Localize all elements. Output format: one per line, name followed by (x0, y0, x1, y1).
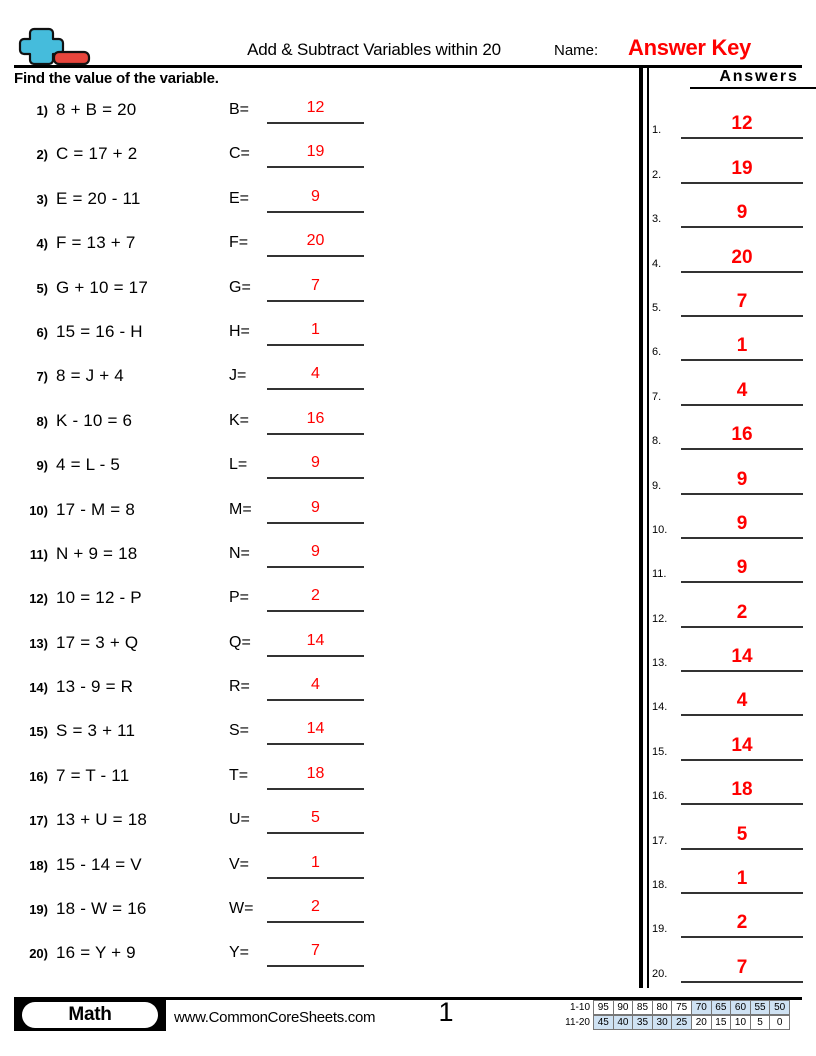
answer-key-number: 1. (652, 124, 662, 137)
problem-row (14, 496, 624, 540)
problem-equation: G + 10 = 17 (56, 277, 148, 297)
problem-row (14, 318, 624, 362)
variable-label: L= (229, 456, 248, 474)
answer-key-number: 12. (652, 612, 668, 625)
answer-blank[interactable]: 14 (267, 629, 364, 657)
problem-number: 5) (36, 280, 48, 296)
answer-key-row (652, 146, 802, 190)
problem-number: 18) (29, 857, 48, 873)
problem-list (14, 96, 624, 984)
problem-equation: 15 - 14 = V (56, 854, 142, 874)
variable-label: M= (229, 500, 252, 518)
answer-key-row (652, 546, 802, 590)
problem-row (14, 185, 624, 229)
answer-key-row (652, 901, 802, 945)
answer-blank[interactable]: 4 (267, 673, 364, 701)
answer-key-value[interactable]: 4 (681, 378, 803, 406)
problem-equation: 8 = J + 4 (56, 366, 124, 386)
problem-row (14, 407, 624, 451)
column-divider-thin (647, 66, 649, 988)
problem-number: 12) (29, 591, 48, 607)
problem-equation: F = 13 + 7 (56, 233, 136, 253)
answer-key-value[interactable]: 19 (681, 156, 803, 184)
score-grid-cell: 30 (652, 1015, 673, 1030)
score-grid-cell: 60 (730, 1000, 751, 1015)
variable-label: Y= (229, 944, 250, 962)
problem-equation: 17 - M = 8 (56, 499, 136, 519)
problem-row (14, 895, 624, 939)
problem-number: 13) (29, 635, 48, 651)
answer-blank[interactable]: 9 (267, 185, 364, 213)
variable-label: G= (229, 278, 251, 296)
answer-key-value[interactable]: 1 (681, 333, 803, 361)
worksheet-header (14, 18, 802, 66)
score-grid-row (556, 1015, 790, 1030)
answer-key-value[interactable]: 9 (681, 555, 803, 583)
answer-blank[interactable]: 9 (267, 540, 364, 568)
answer-key-number: 11. (652, 568, 667, 581)
answer-key-value[interactable]: 9 (681, 200, 803, 228)
answer-key-value[interactable]: 9 (681, 467, 803, 495)
variable-label: E= (229, 189, 250, 207)
answer-key-number: 9. (652, 479, 662, 492)
answer-key-value[interactable]: 5 (681, 822, 803, 850)
problem-row (14, 851, 624, 895)
variable-label: P= (229, 589, 250, 607)
problem-number: 2) (36, 147, 48, 163)
answer-key-value[interactable]: 9 (681, 511, 803, 539)
answer-key-value[interactable]: 4 (681, 688, 803, 716)
problem-equation: N + 9 = 18 (56, 543, 138, 563)
answer-key-row (652, 235, 802, 279)
answer-key-row (652, 457, 802, 501)
answer-blank[interactable]: 7 (267, 939, 364, 967)
score-grid-cell: 0 (769, 1015, 790, 1030)
problem-row (14, 140, 624, 184)
variable-label: V= (229, 855, 250, 873)
problem-equation: 15 = 16 - H (56, 321, 143, 341)
answer-key-value[interactable]: 7 (681, 955, 803, 983)
problem-row (14, 717, 624, 761)
score-grid-cell: 85 (632, 1000, 653, 1015)
problem-number: 7) (36, 369, 48, 385)
score-grid-cell: 25 (671, 1015, 692, 1030)
variable-label: S= (229, 722, 250, 740)
answer-key-value[interactable]: 14 (681, 644, 803, 672)
problem-equation: 10 = 12 - P (56, 588, 142, 608)
problem-number: 11) (29, 546, 48, 562)
answer-key-value[interactable]: 2 (681, 910, 803, 938)
answers-heading: Answers (690, 68, 816, 89)
score-grid-cell: 5 (750, 1015, 771, 1030)
problem-equation: E = 20 - 11 (56, 188, 141, 208)
variable-label: U= (229, 811, 250, 829)
answer-key-number: 4. (652, 257, 662, 270)
variable-label: T= (229, 766, 249, 784)
problem-equation: 17 = 3 + Q (56, 632, 139, 652)
answer-blank[interactable]: 2 (267, 584, 364, 612)
answer-key-row (652, 413, 802, 457)
variable-label: N= (229, 544, 250, 562)
problem-row (14, 939, 624, 983)
answer-key-number: 7. (652, 390, 662, 403)
answer-key-row (652, 857, 802, 901)
problem-equation: 4 = L - 5 (56, 455, 121, 475)
variable-label: H= (229, 322, 250, 340)
name-value: Answer Key (628, 35, 751, 60)
problem-number: 17) (29, 813, 48, 829)
answer-key-value[interactable]: 18 (681, 777, 803, 805)
problem-number: 8) (36, 413, 48, 429)
answer-key-number: 3. (652, 213, 662, 226)
answer-key-number: 19. (652, 923, 668, 936)
problem-row (14, 673, 624, 717)
answer-key-value[interactable]: 12 (681, 111, 803, 139)
answer-key-value[interactable]: 14 (681, 733, 803, 761)
answers-list (652, 102, 802, 990)
score-grid-cell: 10 (730, 1015, 751, 1030)
answer-key-row (652, 768, 802, 812)
plus-minus-icon (14, 20, 98, 66)
problem-number: 6) (36, 324, 48, 340)
variable-label: K= (229, 411, 250, 429)
answer-key-number: 10. (652, 523, 668, 536)
problem-number: 14) (29, 680, 48, 696)
answer-key-value[interactable]: 7 (681, 289, 803, 317)
problem-row (14, 274, 624, 318)
problem-number: 9) (36, 458, 48, 474)
answer-blank[interactable]: 5 (267, 806, 364, 834)
answer-blank[interactable]: 18 (267, 762, 364, 790)
answer-blank[interactable]: 2 (267, 895, 364, 923)
score-grid-cell: 20 (691, 1015, 712, 1030)
score-grid-row-label: 11-20 (565, 1017, 590, 1028)
answer-blank[interactable]: 4 (267, 362, 364, 390)
subject-badge (14, 999, 166, 1031)
answer-key-row (652, 324, 802, 368)
variable-label: F= (229, 234, 249, 252)
variable-label: R= (229, 678, 250, 696)
answer-key-row (652, 368, 802, 412)
score-grid-cell: 40 (613, 1015, 634, 1030)
score-grid-cell: 50 (769, 1000, 790, 1015)
answer-key-number: 13. (652, 657, 668, 670)
problem-equation: 7 = T - 11 (56, 765, 130, 785)
score-grid-cell: 80 (652, 1000, 673, 1015)
answer-key-row (652, 635, 802, 679)
answer-blank[interactable]: 12 (267, 96, 364, 124)
problem-row (14, 762, 624, 806)
answer-key-number: 15. (652, 745, 668, 758)
problem-number: 16) (29, 768, 48, 784)
answer-key-row (652, 723, 802, 767)
problem-row (14, 229, 624, 273)
subject-label: Math (22, 1002, 158, 1028)
variable-label: C= (229, 145, 250, 163)
answer-key-number: 6. (652, 346, 662, 359)
answer-key-number: 2. (652, 168, 662, 181)
score-grid-cell: 65 (711, 1000, 732, 1015)
score-grid-cell: 15 (711, 1015, 732, 1030)
answer-key-number: 16. (652, 790, 668, 803)
problem-row (14, 584, 624, 628)
score-grid (556, 1000, 790, 1030)
variable-label: B= (229, 101, 250, 118)
answer-key-value[interactable]: 20 (681, 245, 803, 273)
problem-row (14, 540, 624, 584)
score-grid-cell: 90 (613, 1000, 634, 1015)
score-grid-cell: 70 (691, 1000, 712, 1015)
problem-equation: 18 - W = 16 (56, 899, 147, 919)
problem-row (14, 629, 624, 673)
problem-number: 1) (36, 103, 48, 118)
answer-key-row (652, 191, 802, 235)
answer-key-row (652, 102, 802, 146)
score-grid-row (556, 1000, 790, 1015)
problem-number: 15) (29, 724, 48, 740)
answer-blank[interactable]: 1 (267, 318, 364, 346)
score-grid-cell: 55 (750, 1000, 771, 1015)
problem-number: 19) (29, 902, 48, 918)
answer-blank[interactable]: 19 (267, 140, 364, 168)
answer-key-number: 20. (652, 967, 668, 980)
variable-label: J= (229, 367, 247, 385)
answer-key-row (652, 502, 802, 546)
answer-blank[interactable]: 20 (267, 229, 364, 257)
page-title: Add & Subtract Variables within 20 (247, 40, 501, 59)
problem-row (14, 806, 624, 850)
answer-key-value[interactable]: 1 (681, 866, 803, 894)
instructions-text: Find the value of the variable. (14, 70, 219, 87)
problem-number: 20) (29, 946, 48, 962)
page-number: 1 (438, 997, 454, 1027)
problem-row (14, 451, 624, 495)
problem-equation: S = 3 + 11 (56, 721, 136, 741)
problem-number: 4) (36, 236, 48, 252)
answer-key-number: 18. (652, 879, 668, 892)
problem-number: 10) (29, 502, 48, 518)
problem-equation: 13 - 9 = R (56, 677, 134, 697)
name-label: Name: (554, 42, 599, 59)
answer-key-row (652, 590, 802, 634)
score-grid-row-label: 1-10 (569, 1002, 590, 1013)
score-grid-cell: 75 (671, 1000, 692, 1015)
answer-key-row (652, 945, 802, 989)
score-grid-cell: 45 (593, 1015, 614, 1030)
problem-equation: 8 + B = 20 (56, 100, 137, 119)
score-grid-cell: 95 (593, 1000, 614, 1015)
answer-key-row (652, 280, 802, 324)
problem-equation: C = 17 + 2 (56, 144, 138, 164)
site-url: www.CommonCoreSheets.com (174, 1009, 376, 1026)
answer-blank[interactable]: 14 (267, 717, 364, 745)
answer-key-number: 8. (652, 435, 662, 448)
problem-equation: K - 10 = 6 (56, 410, 133, 430)
answers-panel (652, 68, 802, 990)
column-divider-thick (639, 66, 643, 988)
answer-blank[interactable]: 1 (267, 851, 364, 879)
answer-key-number: 14. (652, 701, 668, 714)
score-grid-cell: 35 (632, 1015, 653, 1030)
problem-equation: 13 + U = 18 (56, 810, 148, 830)
problem-row (14, 362, 624, 406)
answer-key-value[interactable]: 2 (681, 600, 803, 628)
answer-blank[interactable]: 7 (267, 274, 364, 302)
answer-key-row (652, 679, 802, 723)
variable-label: W= (229, 900, 254, 918)
variable-label: Q= (229, 633, 251, 651)
answer-key-number: 5. (652, 301, 662, 314)
answer-key-value[interactable]: 16 (681, 422, 803, 450)
answer-key-row (652, 812, 802, 856)
answer-blank[interactable]: 9 (267, 451, 364, 479)
problem-row (14, 96, 624, 140)
problem-number: 3) (36, 191, 48, 207)
problem-equation: 16 = Y + 9 (56, 943, 136, 963)
answer-key-number: 17. (652, 834, 668, 847)
answer-blank[interactable]: 9 (267, 496, 364, 524)
answer-blank[interactable]: 16 (267, 407, 364, 435)
